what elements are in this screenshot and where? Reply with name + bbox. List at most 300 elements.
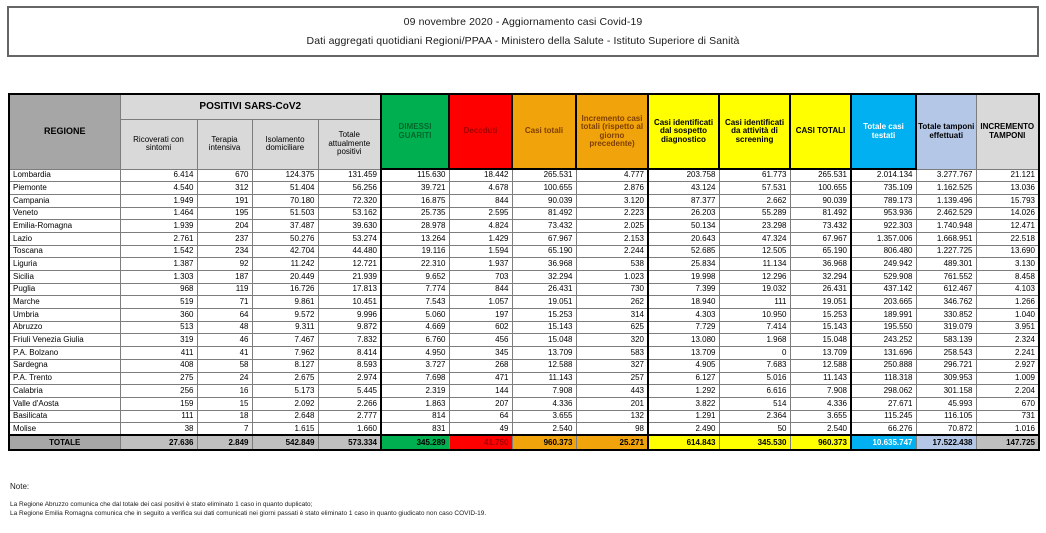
total-value-cell: 41.750 xyxy=(449,435,512,450)
table-row xyxy=(9,321,1039,334)
value-cell: 346.762 xyxy=(916,296,976,309)
value-cell: 41 xyxy=(197,347,252,360)
value-cell: 9.861 xyxy=(252,296,318,309)
value-cell: 3.120 xyxy=(576,194,648,207)
value-cell: 1.303 xyxy=(120,271,197,284)
value-cell: 296.721 xyxy=(916,359,976,372)
notes-section xyxy=(10,482,486,519)
value-cell: 61.773 xyxy=(719,169,790,182)
value-cell: 39.721 xyxy=(381,182,449,195)
table-row xyxy=(9,296,1039,309)
value-cell: 2.324 xyxy=(976,334,1039,347)
value-cell: 98 xyxy=(576,423,648,436)
value-cell: 13.264 xyxy=(381,232,449,245)
value-cell: 298.062 xyxy=(851,385,916,398)
value-cell: 408 xyxy=(120,359,197,372)
table-row xyxy=(9,245,1039,258)
value-cell: 3.277.767 xyxy=(916,169,976,182)
value-cell: 319.079 xyxy=(916,321,976,334)
value-cell: 2.319 xyxy=(381,385,449,398)
value-cell: 670 xyxy=(976,397,1039,410)
value-cell: 46 xyxy=(197,334,252,347)
value-cell: 12.296 xyxy=(719,271,790,284)
value-cell: 32.294 xyxy=(512,271,576,284)
value-cell: 1.949 xyxy=(120,194,197,207)
value-cell: 1.139.496 xyxy=(916,194,976,207)
value-cell: 2.266 xyxy=(318,397,381,410)
value-cell: 583.139 xyxy=(916,334,976,347)
value-cell: 15 xyxy=(197,397,252,410)
region-name-cell: Liguria xyxy=(9,258,120,271)
region-name-cell: Calabria xyxy=(9,385,120,398)
value-cell: 100.655 xyxy=(790,182,851,195)
value-cell: 2.540 xyxy=(512,423,576,436)
table-footer xyxy=(9,435,1039,450)
value-cell: 1.291 xyxy=(648,410,719,423)
value-cell: 9.872 xyxy=(318,321,381,334)
value-cell: 12.505 xyxy=(719,245,790,258)
value-cell: 7.399 xyxy=(648,283,719,296)
value-cell: 23.298 xyxy=(719,220,790,233)
value-cell: 189.991 xyxy=(851,309,916,322)
value-cell: 50 xyxy=(719,423,790,436)
table-row xyxy=(9,258,1039,271)
value-cell: 2.777 xyxy=(318,410,381,423)
value-cell: 730 xyxy=(576,283,648,296)
value-cell: 197 xyxy=(449,309,512,322)
value-cell: 24 xyxy=(197,372,252,385)
value-cell: 257 xyxy=(576,372,648,385)
value-cell: 327 xyxy=(576,359,648,372)
value-cell: 7.832 xyxy=(318,334,381,347)
value-cell: 73.432 xyxy=(790,220,851,233)
value-cell: 7.683 xyxy=(719,359,790,372)
value-cell: 2.014.134 xyxy=(851,169,916,182)
value-cell: 65.190 xyxy=(790,245,851,258)
value-cell: 4.336 xyxy=(512,397,576,410)
table-row xyxy=(9,309,1039,322)
total-value-cell: 147.725 xyxy=(976,435,1039,450)
table-row xyxy=(9,347,1039,360)
value-cell: 1.968 xyxy=(719,334,790,347)
value-cell: 4.678 xyxy=(449,182,512,195)
value-cell: 250.888 xyxy=(851,359,916,372)
value-cell: 50.134 xyxy=(648,220,719,233)
value-cell: 8.593 xyxy=(318,359,381,372)
value-cell: 70.872 xyxy=(916,423,976,436)
total-value-cell: 960.373 xyxy=(790,435,851,450)
value-cell: 4.777 xyxy=(576,169,648,182)
value-cell: 81.492 xyxy=(790,207,851,220)
value-cell: 844 xyxy=(449,283,512,296)
col-header-tamponi: Totale tamponi effettuati xyxy=(916,94,976,169)
value-cell: 7.908 xyxy=(512,385,576,398)
value-cell: 12.471 xyxy=(976,220,1039,233)
value-cell: 8.458 xyxy=(976,271,1039,284)
col-header-incremento-tamponi: INCREMENTO TAMPONI xyxy=(976,94,1039,169)
table-row xyxy=(9,423,1039,436)
col-header-regione: REGIONE xyxy=(9,94,120,169)
value-cell: 14.026 xyxy=(976,207,1039,220)
value-cell: 56.256 xyxy=(318,182,381,195)
value-cell: 258.543 xyxy=(916,347,976,360)
value-cell: 15.793 xyxy=(976,194,1039,207)
value-cell: 319 xyxy=(120,334,197,347)
value-cell: 72.320 xyxy=(318,194,381,207)
value-cell: 2.204 xyxy=(976,385,1039,398)
value-cell: 1.429 xyxy=(449,232,512,245)
region-name-cell: Marche xyxy=(9,296,120,309)
value-cell: 12.588 xyxy=(512,359,576,372)
value-cell: 15.253 xyxy=(790,309,851,322)
value-cell: 243.252 xyxy=(851,334,916,347)
value-cell: 65.190 xyxy=(512,245,576,258)
total-value-cell: 27.636 xyxy=(120,435,197,450)
value-cell: 789.173 xyxy=(851,194,916,207)
value-cell: 3.951 xyxy=(976,321,1039,334)
total-value-cell: 573.334 xyxy=(318,435,381,450)
value-cell: 519 xyxy=(120,296,197,309)
value-cell: 26.203 xyxy=(648,207,719,220)
value-cell: 3.822 xyxy=(648,397,719,410)
value-cell: 116.105 xyxy=(916,410,976,423)
value-cell: 51.503 xyxy=(252,207,318,220)
table-row xyxy=(9,372,1039,385)
region-name-cell: Sardegna xyxy=(9,359,120,372)
value-cell: 3.655 xyxy=(512,410,576,423)
total-value-cell: 25.271 xyxy=(576,435,648,450)
col-header-screening: Casi identificati da attività di screening xyxy=(719,94,790,169)
total-value-cell: 17.522.438 xyxy=(916,435,976,450)
value-cell: 204 xyxy=(197,220,252,233)
region-name-cell: Basilicata xyxy=(9,410,120,423)
value-cell: 2.675 xyxy=(252,372,318,385)
value-cell: 265.531 xyxy=(512,169,576,182)
value-cell: 49 xyxy=(449,423,512,436)
total-value-cell: 614.843 xyxy=(648,435,719,450)
value-cell: 237 xyxy=(197,232,252,245)
value-cell: 66.276 xyxy=(851,423,916,436)
region-name-cell: Emilia-Romagna xyxy=(9,220,120,233)
value-cell: 22.518 xyxy=(976,232,1039,245)
value-cell: 1.057 xyxy=(449,296,512,309)
col-header-casi-testati: Totale casi testati xyxy=(851,94,916,169)
value-cell: 1.387 xyxy=(120,258,197,271)
value-cell: 118.318 xyxy=(851,372,916,385)
col-header-casi-totali-2: CASI TOTALI xyxy=(790,94,851,169)
value-cell: 1.464 xyxy=(120,207,197,220)
value-cell: 42.704 xyxy=(252,245,318,258)
value-cell: 2.595 xyxy=(449,207,512,220)
value-cell: 670 xyxy=(197,169,252,182)
value-cell: 0 xyxy=(719,347,790,360)
value-cell: 51.404 xyxy=(252,182,318,195)
value-cell: 37.487 xyxy=(252,220,318,233)
value-cell: 32.294 xyxy=(790,271,851,284)
value-cell: 7.543 xyxy=(381,296,449,309)
value-cell: 9.572 xyxy=(252,309,318,322)
value-cell: 314 xyxy=(576,309,648,322)
table-row xyxy=(9,385,1039,398)
total-value-cell: 2.849 xyxy=(197,435,252,450)
value-cell: 330.852 xyxy=(916,309,976,322)
value-cell: 4.905 xyxy=(648,359,719,372)
region-name-cell: Molise xyxy=(9,423,120,436)
total-row xyxy=(9,435,1039,450)
total-value-cell: 345.289 xyxy=(381,435,449,450)
value-cell: 25.834 xyxy=(648,258,719,271)
value-cell: 19.051 xyxy=(790,296,851,309)
value-cell: 191 xyxy=(197,194,252,207)
value-cell: 1.542 xyxy=(120,245,197,258)
value-cell: 5.016 xyxy=(719,372,790,385)
value-cell: 21.939 xyxy=(318,271,381,284)
value-cell: 249.942 xyxy=(851,258,916,271)
table-row xyxy=(9,283,1039,296)
value-cell: 58 xyxy=(197,359,252,372)
value-cell: 4.336 xyxy=(790,397,851,410)
table-row xyxy=(9,194,1039,207)
value-cell: 201 xyxy=(576,397,648,410)
col-header-ricoverati: Ricoverati con sintomi xyxy=(120,119,197,169)
region-name-cell: Umbria xyxy=(9,309,120,322)
value-cell: 119 xyxy=(197,283,252,296)
value-cell: 968 xyxy=(120,283,197,296)
value-cell: 7.467 xyxy=(252,334,318,347)
value-cell: 4.103 xyxy=(976,283,1039,296)
value-cell: 36.968 xyxy=(512,258,576,271)
report-date-title: 09 novembre 2020 - Aggiornamento casi Covid-19 xyxy=(403,15,643,28)
value-cell: 43.124 xyxy=(648,182,719,195)
col-header-sospetto-diagnostico: Casi identificati dal sospetto diagnostico xyxy=(648,94,719,169)
col-header-incremento-casi: Incremento casi totali (rispetto al giorno precedente) xyxy=(576,94,648,169)
value-cell: 2.223 xyxy=(576,207,648,220)
value-cell: 13.036 xyxy=(976,182,1039,195)
value-cell: 19.998 xyxy=(648,271,719,284)
note-emilia-romagna: La Regione Emilia Romagna comunica che in seguito a verifica sui dati comunicati nei giorni passati è stato eliminato 1 caso in quanto giudicato non caso COVID-19. xyxy=(10,509,487,517)
value-cell: 514 xyxy=(719,397,790,410)
region-name-cell: Abruzzo xyxy=(9,321,120,334)
value-cell: 38 xyxy=(120,423,197,436)
value-cell: 12.588 xyxy=(790,359,851,372)
value-cell: 25.735 xyxy=(381,207,449,220)
value-cell: 1.266 xyxy=(976,296,1039,309)
value-cell: 312 xyxy=(197,182,252,195)
value-cell: 1.292 xyxy=(648,385,719,398)
value-cell: 4.950 xyxy=(381,347,449,360)
value-cell: 7.774 xyxy=(381,283,449,296)
value-cell: 207 xyxy=(449,397,512,410)
value-cell: 22.310 xyxy=(381,258,449,271)
value-cell: 1.660 xyxy=(318,423,381,436)
value-cell: 26.431 xyxy=(790,283,851,296)
value-cell: 735.109 xyxy=(851,182,916,195)
value-cell: 90.039 xyxy=(790,194,851,207)
col-header-isolamento: Isolamento domiciliare xyxy=(252,119,318,169)
value-cell: 100.655 xyxy=(512,182,576,195)
value-cell: 2.153 xyxy=(576,232,648,245)
value-cell: 52.685 xyxy=(648,245,719,258)
region-name-cell: Lazio xyxy=(9,232,120,245)
value-cell: 4.824 xyxy=(449,220,512,233)
value-cell: 2.241 xyxy=(976,347,1039,360)
value-cell: 15.048 xyxy=(790,334,851,347)
col-header-dimessi-guariti: DIMESSI GUARITI xyxy=(381,94,449,169)
total-label-cell: TOTALE xyxy=(9,435,120,450)
value-cell: 5.060 xyxy=(381,309,449,322)
value-cell: 47.324 xyxy=(719,232,790,245)
value-cell: 19.051 xyxy=(512,296,576,309)
value-cell: 26.431 xyxy=(512,283,576,296)
value-cell: 6.414 xyxy=(120,169,197,182)
value-cell: 4.669 xyxy=(381,321,449,334)
value-cell: 1.937 xyxy=(449,258,512,271)
value-cell: 16 xyxy=(197,385,252,398)
value-cell: 1.009 xyxy=(976,372,1039,385)
value-cell: 3.655 xyxy=(790,410,851,423)
value-cell: 45.993 xyxy=(916,397,976,410)
table-row xyxy=(9,271,1039,284)
region-name-cell: P.A. Bolzano xyxy=(9,347,120,360)
value-cell: 7.962 xyxy=(252,347,318,360)
value-cell: 11.242 xyxy=(252,258,318,271)
value-cell: 13.080 xyxy=(648,334,719,347)
region-name-cell: Veneto xyxy=(9,207,120,220)
value-cell: 1.594 xyxy=(449,245,512,258)
table-row xyxy=(9,359,1039,372)
value-cell: 265.531 xyxy=(790,169,851,182)
region-name-cell: Valle d'Aosta xyxy=(9,397,120,410)
value-cell: 3.727 xyxy=(381,359,449,372)
value-cell: 7.698 xyxy=(381,372,449,385)
value-cell: 2.092 xyxy=(252,397,318,410)
value-cell: 2.927 xyxy=(976,359,1039,372)
value-cell: 489.301 xyxy=(916,258,976,271)
value-cell: 9.652 xyxy=(381,271,449,284)
value-cell: 529.908 xyxy=(851,271,916,284)
value-cell: 538 xyxy=(576,258,648,271)
value-cell: 203.758 xyxy=(648,169,719,182)
value-cell: 234 xyxy=(197,245,252,258)
value-cell: 159 xyxy=(120,397,197,410)
value-cell: 13.709 xyxy=(790,347,851,360)
value-cell: 703 xyxy=(449,271,512,284)
value-cell: 6.127 xyxy=(648,372,719,385)
value-cell: 19.032 xyxy=(719,283,790,296)
value-cell: 16.726 xyxy=(252,283,318,296)
table-header xyxy=(9,94,1039,169)
table-row xyxy=(9,207,1039,220)
value-cell: 2.490 xyxy=(648,423,719,436)
value-cell: 814 xyxy=(381,410,449,423)
value-cell: 11.143 xyxy=(790,372,851,385)
value-cell: 4.540 xyxy=(120,182,197,195)
value-cell: 18.940 xyxy=(648,296,719,309)
value-cell: 55.289 xyxy=(719,207,790,220)
value-cell: 115.630 xyxy=(381,169,449,182)
value-cell: 309.953 xyxy=(916,372,976,385)
table-row xyxy=(9,334,1039,347)
value-cell: 18 xyxy=(197,410,252,423)
value-cell: 625 xyxy=(576,321,648,334)
col-header-deceduti: Deceduti xyxy=(449,94,512,169)
value-cell: 8.127 xyxy=(252,359,318,372)
value-cell: 12.721 xyxy=(318,258,381,271)
value-cell: 953.936 xyxy=(851,207,916,220)
region-name-cell: Toscana xyxy=(9,245,120,258)
value-cell: 195.550 xyxy=(851,321,916,334)
value-cell: 20.449 xyxy=(252,271,318,284)
value-cell: 87.377 xyxy=(648,194,719,207)
value-cell: 132 xyxy=(576,410,648,423)
value-cell: 16.875 xyxy=(381,194,449,207)
value-cell: 13.690 xyxy=(976,245,1039,258)
total-value-cell: 960.373 xyxy=(512,435,576,450)
value-cell: 513 xyxy=(120,321,197,334)
value-cell: 345 xyxy=(449,347,512,360)
value-cell: 1.227.725 xyxy=(916,245,976,258)
value-cell: 1.162.525 xyxy=(916,182,976,195)
value-cell: 471 xyxy=(449,372,512,385)
value-cell: 15.253 xyxy=(512,309,576,322)
table-row xyxy=(9,182,1039,195)
value-cell: 2.540 xyxy=(790,423,851,436)
value-cell: 256 xyxy=(120,385,197,398)
value-cell: 13.709 xyxy=(648,347,719,360)
value-cell: 203.665 xyxy=(851,296,916,309)
value-cell: 360 xyxy=(120,309,197,322)
value-cell: 2.462.529 xyxy=(916,207,976,220)
value-cell: 11.143 xyxy=(512,372,576,385)
value-cell: 2.025 xyxy=(576,220,648,233)
value-cell: 2.876 xyxy=(576,182,648,195)
value-cell: 437.142 xyxy=(851,283,916,296)
value-cell: 39.630 xyxy=(318,220,381,233)
value-cell: 2.662 xyxy=(719,194,790,207)
value-cell: 761.552 xyxy=(916,271,976,284)
value-cell: 456 xyxy=(449,334,512,347)
value-cell: 806.480 xyxy=(851,245,916,258)
value-cell: 411 xyxy=(120,347,197,360)
value-cell: 262 xyxy=(576,296,648,309)
value-cell: 48 xyxy=(197,321,252,334)
value-cell: 11.134 xyxy=(719,258,790,271)
total-value-cell: 345.530 xyxy=(719,435,790,450)
value-cell: 6.760 xyxy=(381,334,449,347)
value-cell: 64 xyxy=(197,309,252,322)
col-header-casi-totali: Casi totali xyxy=(512,94,576,169)
value-cell: 1.740.948 xyxy=(916,220,976,233)
table-row xyxy=(9,220,1039,233)
title-box xyxy=(7,6,1039,57)
value-cell: 5.445 xyxy=(318,385,381,398)
value-cell: 195 xyxy=(197,207,252,220)
region-name-cell: Campania xyxy=(9,194,120,207)
value-cell: 90.039 xyxy=(512,194,576,207)
value-cell: 15.143 xyxy=(512,321,576,334)
table-body xyxy=(9,169,1039,435)
value-cell: 1.023 xyxy=(576,271,648,284)
value-cell: 187 xyxy=(197,271,252,284)
value-cell: 301.158 xyxy=(916,385,976,398)
value-cell: 111 xyxy=(120,410,197,423)
value-cell: 64 xyxy=(449,410,512,423)
value-cell: 131.696 xyxy=(851,347,916,360)
value-cell: 268 xyxy=(449,359,512,372)
value-cell: 7.908 xyxy=(790,385,851,398)
region-name-cell: Sicilia xyxy=(9,271,120,284)
value-cell: 131.459 xyxy=(318,169,381,182)
